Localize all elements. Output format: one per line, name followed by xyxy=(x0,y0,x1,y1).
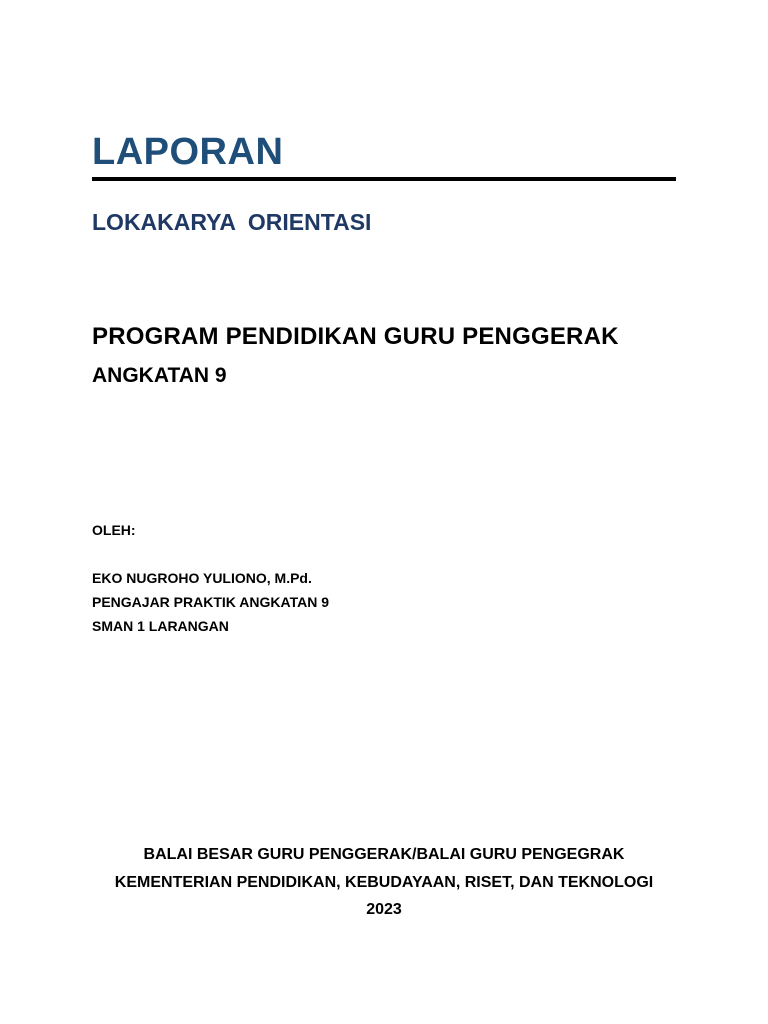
author-role: PENGAJAR PRAKTIK ANGKATAN 9 xyxy=(92,594,329,610)
program-cohort: ANGKATAN 9 xyxy=(92,364,227,387)
document-subtitle: LOKAKARYA ORIENTASI xyxy=(92,209,372,235)
author-name: EKO NUGROHO YULIONO, M.Pd. xyxy=(92,570,312,586)
program-name: PROGRAM PENDIDIKAN GURU PENGGERAK xyxy=(92,323,619,350)
author-label: OLEH: xyxy=(92,522,136,538)
footer-ministry: KEMENTERIAN PENDIDIKAN, KEBUDAYAAN, RISET, DAN TEKNOLOGI xyxy=(114,874,654,891)
footer-institution: BALAI BESAR GURU PENGGERAK/BALAI GURU PENGEGRAK xyxy=(143,846,625,863)
author-school: SMAN 1 LARANGAN xyxy=(92,618,229,634)
footer-year: 2023 xyxy=(366,901,402,918)
title-underline xyxy=(92,177,676,181)
document-title: LAPORAN xyxy=(92,131,284,173)
